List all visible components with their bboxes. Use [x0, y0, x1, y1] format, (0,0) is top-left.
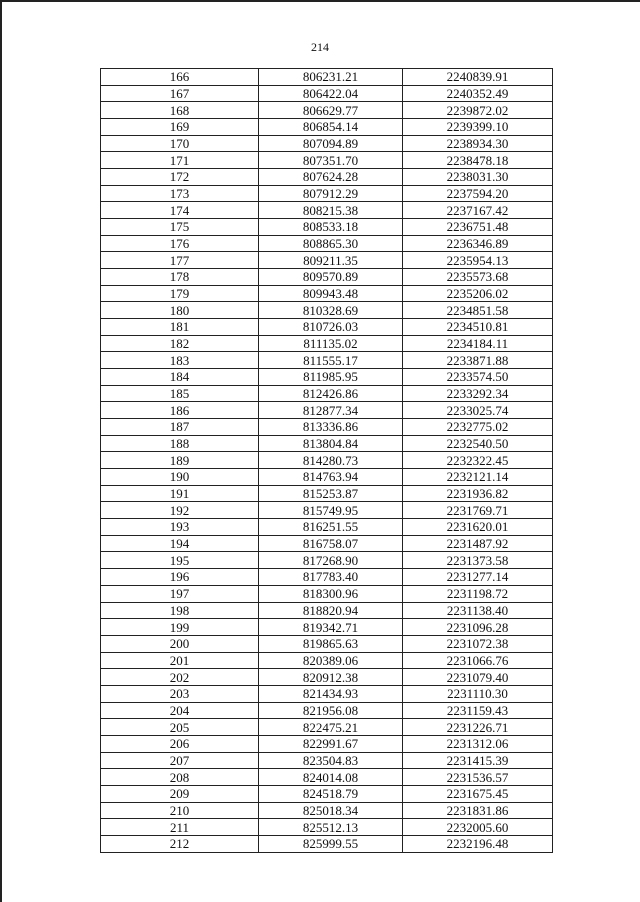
y-coordinate-cell: 2231159.43 — [403, 702, 553, 719]
y-coordinate-cell: 2231277.14 — [403, 569, 553, 586]
y-coordinate-cell: 2231675.45 — [403, 785, 553, 802]
page-number: 214 — [311, 40, 329, 54]
y-coordinate-cell: 2231226.71 — [403, 719, 553, 736]
y-coordinate-cell: 2235206.02 — [403, 285, 553, 302]
y-coordinate-cell: 2239399.10 — [403, 119, 553, 136]
table-row — [101, 269, 553, 286]
y-coordinate-cell: 2233025.74 — [403, 402, 553, 419]
table-row — [101, 69, 553, 86]
point-number-cell: 170 — [101, 135, 259, 152]
table-row — [101, 135, 553, 152]
table-row — [101, 319, 553, 336]
table-row — [101, 335, 553, 352]
x-coordinate-cell: 822475.21 — [259, 719, 403, 736]
x-coordinate-cell: 811985.95 — [259, 369, 403, 386]
point-number-cell: 209 — [101, 785, 259, 802]
table-row — [101, 519, 553, 536]
point-number-cell: 190 — [101, 469, 259, 486]
x-coordinate-cell: 825999.55 — [259, 835, 403, 852]
point-number-cell: 189 — [101, 452, 259, 469]
point-number-cell: 167 — [101, 85, 259, 102]
table-row — [101, 369, 553, 386]
table-row — [101, 502, 553, 519]
point-number-cell: 207 — [101, 752, 259, 769]
y-coordinate-cell: 2239872.02 — [403, 102, 553, 119]
table-row — [101, 302, 553, 319]
y-coordinate-cell: 2231831.86 — [403, 802, 553, 819]
point-number-cell: 199 — [101, 619, 259, 636]
y-coordinate-cell: 2232775.02 — [403, 419, 553, 436]
x-coordinate-cell: 820389.06 — [259, 652, 403, 669]
x-coordinate-cell: 817268.90 — [259, 552, 403, 569]
y-coordinate-cell: 2238934.30 — [403, 135, 553, 152]
x-coordinate-cell: 806422.04 — [259, 85, 403, 102]
point-number-cell: 180 — [101, 302, 259, 319]
y-coordinate-cell: 2231110.30 — [403, 685, 553, 702]
x-coordinate-cell: 809211.35 — [259, 252, 403, 269]
x-coordinate-cell: 818820.94 — [259, 602, 403, 619]
y-coordinate-cell: 2233871.88 — [403, 352, 553, 369]
y-coordinate-cell: 2233292.34 — [403, 385, 553, 402]
table-row — [101, 219, 553, 236]
point-number-cell: 177 — [101, 252, 259, 269]
x-coordinate-cell: 806629.77 — [259, 102, 403, 119]
point-number-cell: 192 — [101, 502, 259, 519]
point-number-cell: 169 — [101, 119, 259, 136]
x-coordinate-cell: 814280.73 — [259, 452, 403, 469]
point-number-cell: 193 — [101, 519, 259, 536]
y-coordinate-cell: 2231536.57 — [403, 769, 553, 786]
table-row — [101, 485, 553, 502]
table-row — [101, 152, 553, 169]
point-number-cell: 191 — [101, 485, 259, 502]
table-row — [101, 819, 553, 836]
table-row — [101, 452, 553, 469]
x-coordinate-cell: 808215.38 — [259, 202, 403, 219]
point-number-cell: 208 — [101, 769, 259, 786]
x-coordinate-cell: 812426.86 — [259, 385, 403, 402]
table-row — [101, 419, 553, 436]
y-coordinate-cell: 2231312.06 — [403, 735, 553, 752]
table-row — [101, 785, 553, 802]
y-coordinate-cell: 2236751.48 — [403, 219, 553, 236]
table-row — [101, 285, 553, 302]
x-coordinate-cell: 809943.48 — [259, 285, 403, 302]
x-coordinate-cell: 807624.28 — [259, 169, 403, 186]
x-coordinate-cell: 812877.34 — [259, 402, 403, 419]
table-row — [101, 702, 553, 719]
table-row — [101, 252, 553, 269]
x-coordinate-cell: 821434.93 — [259, 685, 403, 702]
table-row — [101, 619, 553, 636]
table-row — [101, 435, 553, 452]
table-row — [101, 535, 553, 552]
x-coordinate-cell: 809570.89 — [259, 269, 403, 286]
table-row — [101, 402, 553, 419]
y-coordinate-cell: 2234510.81 — [403, 319, 553, 336]
point-number-cell: 174 — [101, 202, 259, 219]
x-coordinate-cell: 810726.03 — [259, 319, 403, 336]
y-coordinate-cell: 2234184.11 — [403, 335, 553, 352]
y-coordinate-cell: 2231096.28 — [403, 619, 553, 636]
x-coordinate-cell: 819865.63 — [259, 635, 403, 652]
x-coordinate-cell: 811135.02 — [259, 335, 403, 352]
point-number-cell: 168 — [101, 102, 259, 119]
point-number-cell: 175 — [101, 219, 259, 236]
point-number-cell: 187 — [101, 419, 259, 436]
point-number-cell: 185 — [101, 385, 259, 402]
point-number-cell: 181 — [101, 319, 259, 336]
y-coordinate-cell: 2237594.20 — [403, 185, 553, 202]
x-coordinate-cell: 825512.13 — [259, 819, 403, 836]
x-coordinate-cell: 808865.30 — [259, 235, 403, 252]
coordinates-table-body — [101, 69, 553, 853]
point-number-cell: 183 — [101, 352, 259, 369]
y-coordinate-cell: 2234851.58 — [403, 302, 553, 319]
y-coordinate-cell: 2232005.60 — [403, 819, 553, 836]
x-coordinate-cell: 816758.07 — [259, 535, 403, 552]
table-row — [101, 119, 553, 136]
table-row — [101, 235, 553, 252]
point-number-cell: 202 — [101, 669, 259, 686]
x-coordinate-cell: 806854.14 — [259, 119, 403, 136]
x-coordinate-cell: 814763.94 — [259, 469, 403, 486]
y-coordinate-cell: 2235573.68 — [403, 269, 553, 286]
point-number-cell: 211 — [101, 819, 259, 836]
x-coordinate-cell: 818300.96 — [259, 585, 403, 602]
point-number-cell: 197 — [101, 585, 259, 602]
x-coordinate-cell: 820912.38 — [259, 669, 403, 686]
table-row — [101, 385, 553, 402]
y-coordinate-cell: 2236346.89 — [403, 235, 553, 252]
table-row — [101, 202, 553, 219]
table-row — [101, 569, 553, 586]
y-coordinate-cell: 2231373.58 — [403, 552, 553, 569]
table-row — [101, 169, 553, 186]
table-row — [101, 735, 553, 752]
coordinates-table — [100, 68, 553, 853]
table-row — [101, 469, 553, 486]
table-row — [101, 635, 553, 652]
x-coordinate-cell: 807912.29 — [259, 185, 403, 202]
y-coordinate-cell: 2233574.50 — [403, 369, 553, 386]
y-coordinate-cell: 2231487.92 — [403, 535, 553, 552]
x-coordinate-cell: 825018.34 — [259, 802, 403, 819]
point-number-cell: 166 — [101, 69, 259, 86]
x-coordinate-cell: 806231.21 — [259, 69, 403, 86]
x-coordinate-cell: 824014.08 — [259, 769, 403, 786]
point-number-cell: 203 — [101, 685, 259, 702]
point-number-cell: 188 — [101, 435, 259, 452]
y-coordinate-cell: 2231079.40 — [403, 669, 553, 686]
x-coordinate-cell: 817783.40 — [259, 569, 403, 586]
y-coordinate-cell: 2232322.45 — [403, 452, 553, 469]
x-coordinate-cell: 822991.67 — [259, 735, 403, 752]
table-row — [101, 752, 553, 769]
table-row — [101, 685, 553, 702]
y-coordinate-cell: 2240839.91 — [403, 69, 553, 86]
table-row — [101, 769, 553, 786]
point-number-cell: 173 — [101, 185, 259, 202]
point-number-cell: 210 — [101, 802, 259, 819]
table-row — [101, 835, 553, 852]
point-number-cell: 196 — [101, 569, 259, 586]
x-coordinate-cell: 815749.95 — [259, 502, 403, 519]
y-coordinate-cell: 2231769.71 — [403, 502, 553, 519]
point-number-cell: 198 — [101, 602, 259, 619]
x-coordinate-cell: 807351.70 — [259, 152, 403, 169]
x-coordinate-cell: 810328.69 — [259, 302, 403, 319]
point-number-cell: 204 — [101, 702, 259, 719]
point-number-cell: 182 — [101, 335, 259, 352]
point-number-cell: 184 — [101, 369, 259, 386]
y-coordinate-cell: 2231936.82 — [403, 485, 553, 502]
x-coordinate-cell: 808533.18 — [259, 219, 403, 236]
table-row — [101, 552, 553, 569]
y-coordinate-cell: 2237167.42 — [403, 202, 553, 219]
x-coordinate-cell: 813804.84 — [259, 435, 403, 452]
table-row — [101, 352, 553, 369]
table-row — [101, 85, 553, 102]
point-number-cell: 195 — [101, 552, 259, 569]
y-coordinate-cell: 2231138.40 — [403, 602, 553, 619]
point-number-cell: 201 — [101, 652, 259, 669]
table-row — [101, 802, 553, 819]
y-coordinate-cell: 2231198.72 — [403, 585, 553, 602]
x-coordinate-cell: 824518.79 — [259, 785, 403, 802]
point-number-cell: 172 — [101, 169, 259, 186]
point-number-cell: 200 — [101, 635, 259, 652]
y-coordinate-cell: 2238478.18 — [403, 152, 553, 169]
point-number-cell: 206 — [101, 735, 259, 752]
x-coordinate-cell: 823504.83 — [259, 752, 403, 769]
point-number-cell: 179 — [101, 285, 259, 302]
table-row — [101, 719, 553, 736]
table-row — [101, 185, 553, 202]
point-number-cell: 171 — [101, 152, 259, 169]
x-coordinate-cell: 813336.86 — [259, 419, 403, 436]
point-number-cell: 194 — [101, 535, 259, 552]
y-coordinate-cell: 2232540.50 — [403, 435, 553, 452]
point-number-cell: 205 — [101, 719, 259, 736]
table-row — [101, 652, 553, 669]
point-number-cell: 176 — [101, 235, 259, 252]
table-row — [101, 102, 553, 119]
y-coordinate-cell: 2231620.01 — [403, 519, 553, 536]
y-coordinate-cell: 2232196.48 — [403, 835, 553, 852]
table-row — [101, 585, 553, 602]
table-row — [101, 669, 553, 686]
point-number-cell: 186 — [101, 402, 259, 419]
x-coordinate-cell: 821956.08 — [259, 702, 403, 719]
y-coordinate-cell: 2231072.38 — [403, 635, 553, 652]
x-coordinate-cell: 815253.87 — [259, 485, 403, 502]
point-number-cell: 178 — [101, 269, 259, 286]
y-coordinate-cell: 2231415.39 — [403, 752, 553, 769]
y-coordinate-cell: 2232121.14 — [403, 469, 553, 486]
x-coordinate-cell: 816251.55 — [259, 519, 403, 536]
x-coordinate-cell: 811555.17 — [259, 352, 403, 369]
table-row — [101, 602, 553, 619]
y-coordinate-cell: 2235954.13 — [403, 252, 553, 269]
y-coordinate-cell: 2238031.30 — [403, 169, 553, 186]
y-coordinate-cell: 2240352.49 — [403, 85, 553, 102]
y-coordinate-cell: 2231066.76 — [403, 652, 553, 669]
point-number-cell: 212 — [101, 835, 259, 852]
x-coordinate-cell: 807094.89 — [259, 135, 403, 152]
x-coordinate-cell: 819342.71 — [259, 619, 403, 636]
